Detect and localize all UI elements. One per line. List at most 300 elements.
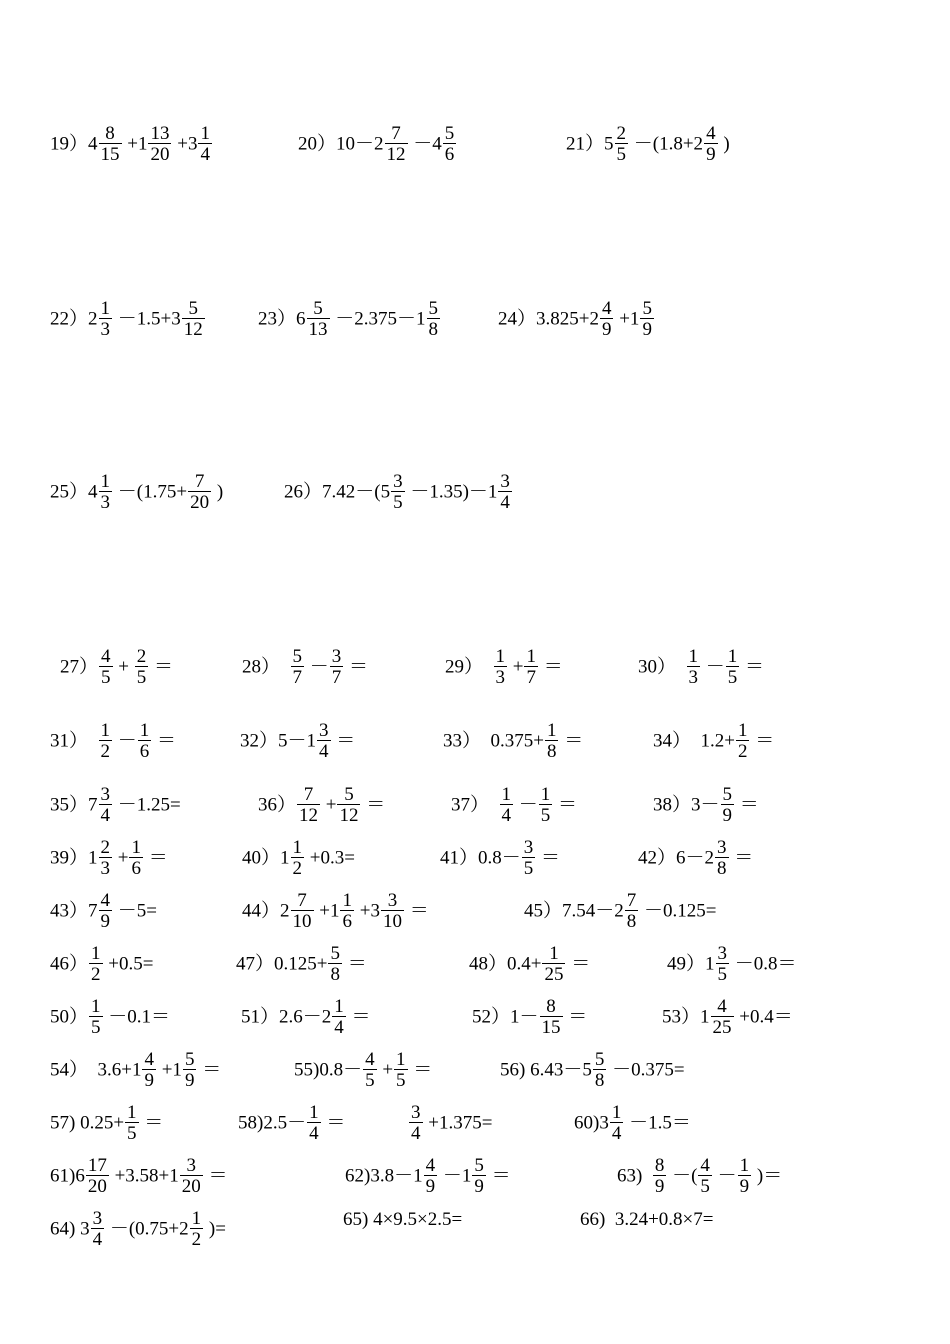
fraction (593, 1050, 607, 1090)
fraction (600, 299, 614, 339)
problem-text: 30） (638, 656, 686, 678)
problem-47 (236, 944, 367, 984)
problem-text: +0.3= (305, 847, 355, 869)
fraction-denominator: 6 (139, 741, 150, 762)
fraction-denominator: 20 (87, 1176, 107, 1197)
problem-text: － (701, 656, 725, 678)
fraction-denominator: 5 (616, 144, 627, 165)
fraction-denominator: 3 (688, 667, 699, 688)
problem-text: +1 (314, 900, 340, 922)
fraction-denominator: 9 (474, 1176, 484, 1197)
problem-40 (242, 838, 355, 878)
fraction (716, 944, 730, 984)
fraction-denominator: 4 (309, 1123, 319, 1144)
problem-text: ＝ (404, 900, 429, 922)
problem-text: 41）0.8－ (440, 847, 521, 869)
fraction-numerator: 5 (722, 784, 733, 805)
fraction-denominator: 10 (382, 911, 402, 932)
fraction (540, 997, 563, 1037)
problem-23 (258, 299, 441, 339)
problem-text: －0.375= (607, 1059, 685, 1081)
fraction-numerator: 5 (292, 646, 303, 667)
problem-text: 65) 4×9.5×2.5= (343, 1209, 463, 1231)
problem-text: ) (212, 481, 224, 503)
fraction-numerator: 5 (444, 123, 455, 144)
fraction (524, 647, 538, 687)
problem-text: 66) 3.24+0.8×7= (580, 1209, 714, 1231)
fraction-denominator: 3 (100, 492, 111, 513)
fraction-numerator: 3 (717, 943, 728, 964)
fraction-denominator: 9 (601, 319, 612, 340)
problem-text: 34） 1.2+ (653, 730, 735, 752)
problem-text: －4 (408, 133, 442, 155)
problem-28 (242, 647, 368, 687)
fraction-denominator: 5 (700, 1176, 710, 1197)
problem-text: 25）4 (50, 481, 98, 503)
fraction (91, 1209, 105, 1249)
fraction (498, 472, 512, 512)
fraction (183, 1050, 197, 1090)
fraction-denominator: 4 (334, 1017, 344, 1038)
problem-text: － (514, 794, 538, 816)
problem-text: － (113, 730, 137, 752)
problem-text: 35）7 (50, 794, 98, 816)
fraction (129, 838, 143, 878)
fraction (99, 472, 113, 512)
fraction-numerator: 2 (136, 646, 147, 667)
problem-39 (50, 838, 168, 878)
fraction-numerator: 3 (411, 1102, 421, 1123)
problem-text: －1.35)－1 (405, 481, 498, 503)
fraction-numerator: 7 (194, 471, 205, 492)
problem-26 (284, 472, 513, 512)
problem-text: 45）7.54－2 (524, 900, 624, 922)
fraction-denominator: 13 (308, 319, 328, 340)
fraction (297, 785, 320, 825)
problem-text: ＝ (143, 847, 168, 869)
problem-text: 31） (50, 730, 98, 752)
fraction (337, 785, 360, 825)
fraction (385, 124, 408, 164)
fraction-numerator: 1 (342, 890, 352, 911)
problem-text: 40）1 (242, 847, 290, 869)
fraction (427, 299, 441, 339)
fraction (99, 891, 113, 931)
fraction-denominator: 5 (127, 1123, 137, 1144)
problem-46 (50, 944, 153, 984)
fraction-numerator: 4 (601, 298, 612, 319)
problem-text: )= (204, 1218, 226, 1240)
fraction (653, 1156, 667, 1196)
problem-text: －(0.75+2 (105, 1218, 189, 1240)
fraction (625, 891, 639, 931)
fraction-numerator: 3 (500, 471, 510, 492)
fraction-denominator: 8 (594, 1070, 605, 1091)
fraction (99, 838, 113, 878)
fraction (307, 299, 330, 339)
fraction-numerator: 4 (717, 996, 727, 1017)
fraction-denominator: 7 (526, 667, 536, 688)
fraction (522, 838, 536, 878)
fraction-denominator: 4 (411, 1123, 421, 1144)
problem-text: 60)3 (574, 1112, 609, 1134)
fraction-numerator: 1 (526, 646, 536, 667)
problem-text: 54） 3.6+1 (50, 1059, 142, 1081)
problem-52 (472, 997, 587, 1037)
fraction-numerator: 3 (717, 837, 727, 858)
fraction-numerator: 3 (319, 720, 329, 741)
problem-text: －5= (113, 900, 157, 922)
problem-text: 57) 0.25+ (50, 1112, 125, 1134)
fraction (615, 124, 629, 164)
fraction (125, 1103, 139, 1143)
problem-text: 39）1 (50, 847, 98, 869)
problem-text: + (508, 656, 524, 678)
problem-text: ＝ (553, 794, 578, 816)
fraction-denominator: 3 (100, 858, 111, 879)
fraction (307, 1103, 321, 1143)
problem-text: ＝ (729, 847, 754, 869)
problem-text: ＝ (361, 794, 386, 816)
fraction (610, 1103, 624, 1143)
problem-text: －(1.75+ (113, 481, 188, 503)
problem-44 (242, 891, 429, 931)
fraction-numerator: 1 (495, 646, 506, 667)
problem-64 (50, 1209, 226, 1249)
problem-text: 49）1 (667, 953, 715, 975)
fraction-numerator: 1 (501, 784, 512, 805)
problem-text: + (377, 1059, 394, 1081)
problem-text: 22）2 (50, 308, 98, 330)
problem-55 (294, 1050, 432, 1090)
fraction-numerator: 1 (688, 646, 699, 667)
fraction (89, 944, 103, 984)
problem-36 (258, 785, 385, 825)
fraction-numerator: 1 (737, 720, 748, 741)
fraction-denominator: 12 (339, 805, 359, 826)
fraction-denominator: 12 (386, 144, 406, 165)
fraction (738, 1156, 752, 1196)
fraction-numerator: 1 (334, 996, 344, 1017)
problem-58 (238, 1103, 345, 1143)
fraction-numerator: 4 (425, 1155, 436, 1176)
problem-text: +1 (122, 133, 148, 155)
fraction-numerator: 7 (303, 784, 314, 805)
problem-53 (662, 997, 793, 1037)
fraction-denominator: 9 (425, 1176, 436, 1197)
problem-text: 48）0.4+ (469, 953, 542, 975)
fraction-denominator: 15 (100, 144, 120, 165)
problem-25 (50, 472, 223, 512)
fraction-numerator: 3 (186, 1155, 197, 1176)
fraction-numerator: 5 (188, 298, 198, 319)
fraction-numerator: 1 (611, 1102, 622, 1123)
fraction-numerator: 1 (309, 1102, 319, 1123)
problem-text: 64) 3 (50, 1218, 90, 1240)
fraction-denominator: 2 (737, 741, 748, 762)
fraction-denominator: 9 (184, 1070, 195, 1091)
problem-text: +3.58+1 (109, 1165, 179, 1187)
problem-text: 32）5－1 (240, 730, 317, 752)
problem-text: + (113, 656, 134, 678)
fraction-denominator: 2 (292, 858, 303, 879)
fraction-numerator: 4 (365, 1049, 375, 1070)
problem-text: 19）4 (50, 133, 98, 155)
fraction-denominator: 5 (136, 667, 147, 688)
problem-37 (451, 785, 577, 825)
fraction (198, 124, 212, 164)
fraction-denominator: 5 (365, 1070, 375, 1091)
problem-27 (60, 647, 173, 687)
problem-text: －0.1＝ (103, 1006, 171, 1028)
fraction-numerator: 4 (101, 646, 111, 667)
problem-34 (653, 721, 774, 761)
fraction-denominator: 9 (706, 144, 716, 165)
fraction-numerator: 5 (642, 298, 652, 319)
fraction-denominator: 20 (181, 1176, 201, 1197)
fraction-numerator: 5 (594, 1049, 605, 1070)
problem-66 (580, 1209, 713, 1229)
problem-text: +1.375= (423, 1112, 493, 1134)
problem-51 (241, 997, 371, 1037)
fraction-numerator: 1 (100, 720, 111, 741)
problem-text: 20）10－2 (298, 133, 384, 155)
problem-text: －2.375－1 (330, 308, 426, 330)
problem-text: －1.25= (113, 794, 181, 816)
fraction-numerator: 1 (200, 123, 210, 144)
problem-text: － (305, 656, 329, 678)
fraction (494, 647, 508, 687)
fraction (180, 1156, 203, 1196)
fraction (135, 647, 149, 687)
fraction (138, 721, 152, 761)
problem-48 (469, 944, 590, 984)
fraction-denominator: 20 (190, 492, 210, 513)
fraction (736, 721, 750, 761)
problem-49 (667, 944, 797, 984)
problem-text: －1 (438, 1165, 472, 1187)
problem-text: 28） (242, 656, 290, 678)
fraction-denominator: 3 (495, 667, 506, 688)
problem-text: +0.4＝ (734, 1006, 793, 1028)
fraction-denominator: 5 (540, 805, 551, 826)
problem-19 (50, 124, 213, 164)
problem-text: ＝ (344, 656, 369, 678)
fraction-numerator: 7 (297, 890, 307, 911)
fraction-denominator: 8 (546, 741, 557, 762)
problem-33 (443, 721, 583, 761)
fraction-numerator: 1 (139, 720, 150, 741)
fraction-denominator: 8 (330, 964, 340, 985)
fraction-denominator: 9 (100, 911, 111, 932)
problem-text: ＝ (735, 794, 759, 816)
fraction-numerator: 4 (100, 890, 111, 911)
fraction-numerator: 3 (393, 471, 403, 492)
fraction-numerator: 5 (344, 784, 354, 805)
problem-text: +0.5= (103, 953, 154, 975)
problem-text: ＝ (152, 730, 177, 752)
problem-20 (298, 124, 457, 164)
fraction-denominator: 7 (292, 667, 303, 688)
fraction-denominator: 6 (131, 858, 141, 879)
problem-43 (50, 891, 157, 931)
fraction-denominator: 5 (91, 1017, 101, 1038)
fraction (711, 997, 734, 1037)
fraction (715, 838, 729, 878)
fraction-denominator: 8 (428, 319, 439, 340)
problem-56 (500, 1050, 685, 1090)
fraction-numerator: 1 (100, 298, 111, 319)
fraction (190, 1209, 204, 1249)
fraction-denominator: 25 (712, 1017, 732, 1038)
problem-text: ＝ (149, 656, 173, 678)
problem-text: + (113, 847, 129, 869)
problem-24 (498, 299, 655, 339)
problem-text: 24）3.825+2 (498, 308, 599, 330)
problem-text: －0.8＝ (730, 953, 797, 975)
problem-21 (566, 124, 730, 164)
fraction-numerator: 8 (654, 1155, 665, 1176)
fraction-denominator: 6 (342, 911, 352, 932)
fraction-numerator: 4 (706, 123, 716, 144)
fraction-numerator: 5 (313, 298, 323, 319)
fraction-denominator: 7 (331, 667, 342, 688)
problem-text: ＝ (321, 1112, 346, 1134)
fraction (142, 1050, 156, 1090)
problem-41 (440, 838, 560, 878)
fraction (721, 785, 735, 825)
fraction-numerator: 1 (727, 646, 738, 667)
problem-30 (638, 647, 764, 687)
problem-text: ＝ (750, 730, 775, 752)
fraction-numerator: 1 (540, 784, 551, 805)
fraction-numerator: 1 (191, 1208, 202, 1229)
problem-60 (574, 1103, 691, 1143)
problem-text: ＝ (197, 1059, 222, 1081)
fraction-denominator: 3 (100, 319, 111, 340)
fraction (409, 1103, 423, 1143)
problem-text: ＝ (559, 730, 584, 752)
fraction (687, 647, 701, 687)
problem-45 (524, 891, 716, 931)
problem-text: ＝ (486, 1165, 511, 1187)
fraction-denominator: 12 (183, 319, 203, 340)
problem-61 (50, 1156, 228, 1196)
problem-text: + (321, 794, 337, 816)
fraction (704, 124, 718, 164)
fraction-denominator: 10 (292, 911, 312, 932)
fraction-numerator: 1 (91, 996, 101, 1017)
fraction (99, 124, 122, 164)
fraction-denominator: 4 (319, 741, 329, 762)
fraction (148, 124, 171, 164)
problem-38 (653, 785, 759, 825)
problem-text: 61)6 (50, 1165, 85, 1187)
fraction-denominator: 4 (100, 805, 111, 826)
fraction (394, 1050, 408, 1090)
problem-text: －1.5＝ (624, 1112, 691, 1134)
problem-text: ＝ (139, 1112, 164, 1134)
fraction-numerator: 3 (387, 890, 398, 911)
fraction (99, 721, 113, 761)
problem-text: +1 (156, 1059, 182, 1081)
problem-text: ) (718, 133, 730, 155)
fraction-numerator: 1 (292, 837, 303, 858)
problem-text: 36） (258, 794, 297, 816)
fraction (500, 785, 514, 825)
fraction (472, 1156, 486, 1196)
fraction-numerator: 1 (396, 1049, 406, 1070)
fraction-numerator: 7 (626, 890, 637, 911)
fraction-numerator: 1 (739, 1155, 750, 1176)
fraction (640, 299, 654, 339)
fraction-numerator: 3 (331, 646, 342, 667)
fraction (291, 838, 305, 878)
problem-22 (50, 299, 206, 339)
fraction-denominator: 4 (200, 144, 210, 165)
fraction-denominator: 5 (717, 964, 728, 985)
fraction (698, 1156, 712, 1196)
fraction (332, 997, 346, 1037)
problem-text: ＝ (566, 953, 591, 975)
fraction (99, 299, 113, 339)
fraction-denominator: 4 (500, 492, 510, 513)
fraction-denominator: 2 (91, 964, 101, 985)
fraction-numerator: 1 (546, 720, 557, 741)
problem-text: 50） (50, 1006, 89, 1028)
fraction (291, 891, 314, 931)
problem-text: ＝ (342, 953, 367, 975)
problem-text: 63) (617, 1165, 652, 1187)
fraction-denominator: 4 (92, 1229, 103, 1250)
problem-text: －(1.8+2 (629, 133, 704, 155)
fraction-denominator: 4 (501, 805, 512, 826)
problem-text: 46） (50, 953, 89, 975)
fraction-denominator: 9 (722, 805, 733, 826)
problem-57 (50, 1103, 163, 1143)
fraction-numerator: 4 (144, 1049, 154, 1070)
fraction (391, 472, 405, 512)
fraction-numerator: 5 (184, 1049, 195, 1070)
fraction (291, 647, 305, 687)
fraction-denominator: 6 (444, 144, 455, 165)
problem-text: －1.5+3 (113, 308, 181, 330)
problem-text: 56) 6.43－5 (500, 1059, 592, 1081)
problem-text: 42）6－2 (638, 847, 715, 869)
fraction-denominator: 5 (727, 667, 738, 688)
problem-text: 51）2.6－2 (241, 1006, 332, 1028)
fraction-denominator: 15 (541, 1017, 561, 1038)
problem-text: 29） (445, 656, 493, 678)
fraction-denominator: 2 (100, 741, 111, 762)
fraction (328, 944, 342, 984)
fraction-denominator: 5 (393, 492, 403, 513)
problem-text: 37） (451, 794, 499, 816)
fraction-numerator: 2 (100, 837, 111, 858)
problem-text: ＝ (346, 1006, 371, 1028)
problem-29 (445, 647, 563, 687)
fraction (99, 785, 113, 825)
fraction (443, 124, 457, 164)
problem-text: 23）6 (258, 308, 306, 330)
problem-text: 33） 0.375+ (443, 730, 544, 752)
fraction-numerator: 13 (150, 123, 170, 144)
fraction-numerator: 1 (127, 1102, 137, 1123)
problem-35 (50, 785, 181, 825)
problem-text: ＝ (331, 730, 356, 752)
fraction-denominator: 9 (654, 1176, 665, 1197)
fraction-numerator: 3 (523, 837, 534, 858)
